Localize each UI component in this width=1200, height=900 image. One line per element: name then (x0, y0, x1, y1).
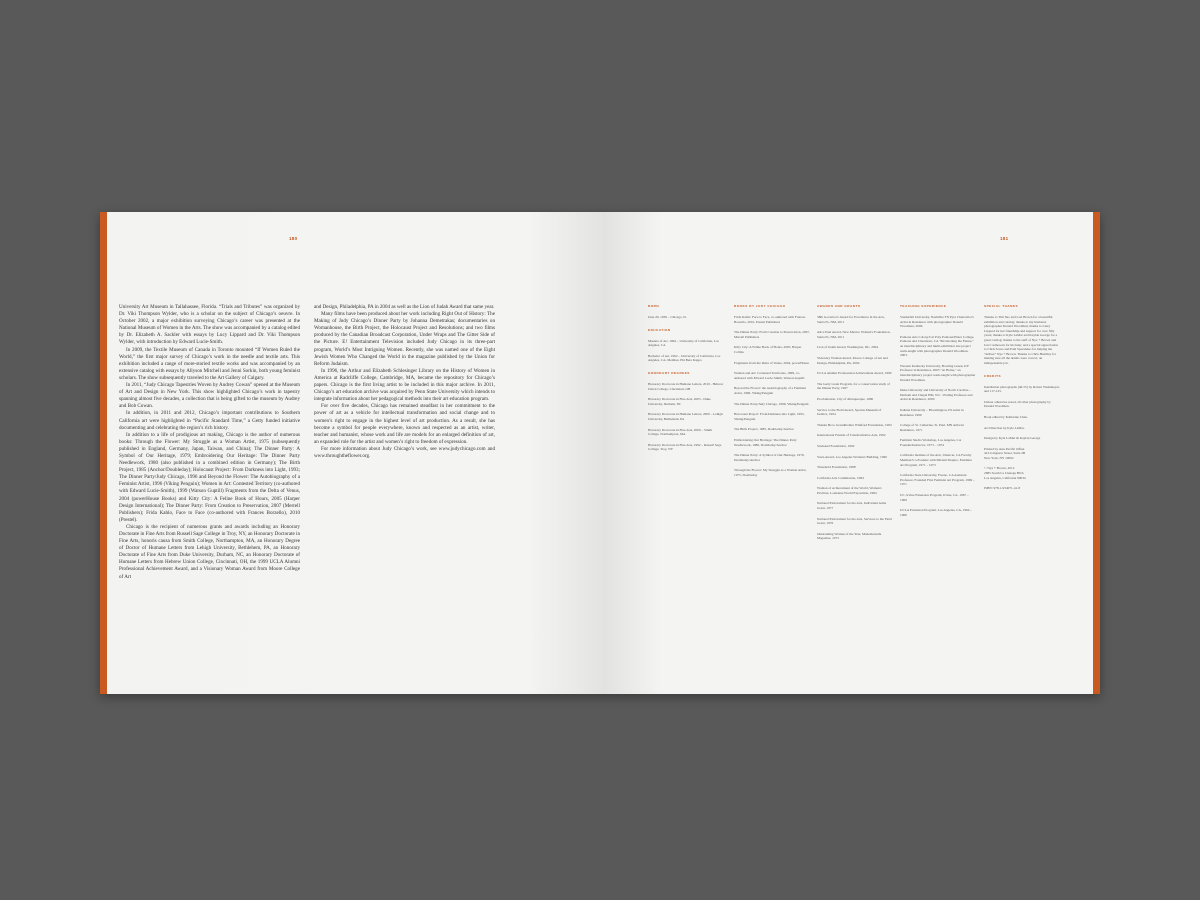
credit-entry: Printed by Asia Pacific Offset 42 Livingston Street, Suite 2B New York, NY 10002 (984, 446, 1026, 460)
award-entry: Visionary Woman Award, Moore College of Art and Design, Philadelphia, PA, 2004 (817, 355, 888, 365)
award-entry: Lion of Judah Award, Washington, DC, 2004 (817, 345, 879, 350)
award-entry: Thanks Be to Grandmother Winifred Foundation, 1993 (817, 422, 892, 427)
paragraph: In addition to a life of prodigious art making, Chicago is the author of numerous books: Through the Flower: My Struggle as a Woman Artist, 1975 (subsequently published in England, Germany, Japan, Taiwan, and China); The Dinner Party: A Symbol of Our Heritage, 1979; Embroidering Our Heritage: The Dinner Party Needlework, 1980 (also published in a combined edition in Germany); The Birth Project, 1985 (Anchor/Doubleday); Holocaust Project: From Darkness into Light, 1993; The Dinner Party/Judy Chicago, 1996 and Beyond the Flower: The Autobiography of a Feminist Artist, 1996 (Viking Penguin); Women in Art: Contested Territory (co-authored with Edward Lucie-Smith), 1999 (Watson Guptill) Fragments from the Delta of Venus, 2004 (powerHouse Books) and Kitty City: A Feline Book of Hours, 2005 (Harper Design International); The Dinner Party: From Creation to Preservation, 2007 (Merrell Publishers); Frida Kahlo, Face to Face (co-authored with Frances Borzello), 2010 (Prestel). (119, 431, 300, 523)
award-entry: National Endowment for the Arts, Individual Artist Grant, 1977 (817, 501, 887, 511)
book-entry: Through the Flower: My Struggle as a Woman Artist, 1975, Doubleday (734, 468, 807, 477)
thanks-credits-column (984, 304, 1060, 497)
awards-heading: AWARDS AND GRANTS (817, 304, 861, 308)
award-entry: Service to the Field Award, Spertus Museum of Judaica, 1994 (817, 407, 882, 417)
credit-entry: Installation photographs (46-55) by Robert Wedemeyer, and 117-125. (984, 384, 1060, 394)
awards-column (817, 304, 893, 547)
award-entry: Vesta Award, Los Angeles Woman's Building, 1990 (817, 454, 887, 459)
teaching-entry: California Institute of the Arts, Valencia, CA Faculty Member/Co-Founder with Miriam Shapiro, Feminist Art Program, 1971 – 1973 (900, 453, 972, 467)
award-entry: 38th Governor's Award for Excellence in the Arts, Santa Fe, NM, 2011 (817, 315, 885, 324)
left-text-column-2 (314, 304, 495, 460)
honorary-degree-entry: Honorary Doctorate in Fine Arts, 1992 – Russell Sage College, Troy, NY (648, 442, 722, 452)
books-heading: BOOKS BY JUDY CHICAGO (734, 304, 786, 308)
credit-entry: Unless otherwise noted, all other photography by Donald Woodman. (984, 399, 1051, 409)
book-entry: Beyond the Flower: the Autobiography of a Feminist Artist, 1996, Viking/Penguin (734, 386, 806, 395)
teaching-entry: Vanderbilt University, Nashville TN Pyre Chancellor's Artist in Residence with photographer Donald Woodman, 2006. (900, 315, 974, 329)
award-entry: California Arts Commission, 1984 (817, 475, 864, 480)
award-entry: Woman of Achievement of the World, Women's Pavilion, Louisiana World Exposition, 1984 (817, 486, 882, 495)
teaching-entry: Indiana University – Bloomington, IN Artist in Residence 1999 (900, 407, 964, 417)
honorary-degree-entry: Honorary Doctorate in Fine Arts, 2003 - Duke University, Durham, NC (648, 397, 711, 406)
teaching-entry: UC, Irvine Extension Program, Irvine, CA, 1967 – 1969 (900, 493, 969, 502)
book-entry: Holocaust Project: From Darkness into Light, 1993, Viking/Penguin (734, 412, 805, 421)
teaching-entry: Duke University and University of North Carolina – Durham and Chapel Hill, N.C. Visiting Professor and Artist in Residence, 2000 (900, 388, 973, 402)
teaching-heading: TEACHING EXPERIENCE (900, 304, 947, 308)
book-entry: Women and Art: Contested Territories, 1999, co-authored with Edward Lucie-Smith, Watson-Guptill (734, 371, 805, 380)
credit-entry: Book edited by Katharine Chan. (984, 414, 1028, 419)
teaching-entry: Western Kentucky University, Bowling Green, KY Professor in Residence, 2005 "At Home," an interdisciplinary project team-taught with photographer Donald Woodman. (900, 363, 976, 382)
book-entry: The Dinner Party/Judy Chicago, 1996, Viking/Penguin (734, 401, 809, 406)
paragraph: Many films have been produced about her work including Right Out of History: The Making of Judy Chicago’s Dinner Party by Johanna Demetrakas; documentaries on Womanhouse, the Birth Project, the Holocaust Project and Resolutions; and two films produced by the Canadian Broadcast Corporation, Under Wraps and The Gitter Side of the Picture. E! Entertainment Television included Judy Chicago in its three-part program, World’s Most Intriguing Women. Recently, she was named one of the Eight Jewish Women Who Changed the World in the magazine published by the Union for Reform Judaism. (314, 311, 495, 367)
award-entry: Outstanding Woman of the Year, Mademoiselle Magazine, 1973 (817, 531, 882, 541)
award-entry: Threshold Foundation, 1988 (817, 465, 856, 470)
teaching-entry: Pomona Arts Colony/Cal Poly Pomona/Pitzer College, Pomona and Claremont, CA "Envisioning the Future," an interdisciplinary and multi-exhibition site project team-taught with photographer Donald Woodman, 2003. (900, 334, 975, 358)
right-page (603, 212, 1093, 694)
award-entry: The Getty Grant Program, for a conservation study of the Dinner Party, 1997 (817, 381, 890, 391)
paragraph: For over five decades, Chicago has remained steadfast in her commitment to the power of art as a vehicle for intellectual transformation and social change and to women’s right to engage in the highest level of art production. As a result, she has become a symbol for people everywhere, known and respected as an artist, writer, teacher and humanist, whose work and life are models for an enlarged definition of art, an expanded role for the artist and women’s right to freedom of expression. (314, 403, 495, 445)
teaching-column (900, 304, 976, 523)
book-right-edge (1093, 212, 1100, 694)
book-entry: Fragments from the Delta of Venus, 2004, powerHouse (734, 360, 809, 365)
paragraph: Chicago is the recipient of numerous grants and awards including an Honorary Doctorate in Fine Arts from Russell Sage College in Troy, NY, an Honorary Doctorate in Fine Arts, honoris causa from Smith College, Northampton, MA, an Honorary Degree of Doctor of Humane Letters from Lehigh University, Bethlehem, PA, an Honorary Doctorate of Fine Arts from Duke University, Durham, NC, an Honorary Doctorate of Humane Letters from Hebrew Union College, Cincinnati, OH, the 1999 UCLA Alumni Professional Achievement Award, and a Visionary Woman Award from Moore College of Art (119, 523, 300, 580)
left-page (107, 212, 603, 694)
honorary-degree-entry: Honorary Doctorate in Humane Letters, 2000 – Lehigh University, Bethlehem, PA (648, 412, 723, 421)
left-page-number: 180 (289, 236, 298, 241)
education-entry: Masters of Art, 1964 – University of California, Los Angeles, CA (648, 338, 719, 348)
born-entry: June 20, 1939 – Chicago, IL (648, 315, 687, 319)
special-thanks-text: Thanks to Tim Sko and Lori Brown for a beautiful exhibition and catalog; thanks to my husband, photographer Donald Woodman; thanks to Lizzy Lippard for her friendship and support for over fifty years; thanks to Kyle LaMar and Kaylan George for a great catalog; thanks to the staff of Nye + Brown and Jon Cosmowen for his help; and a special appreciation to Chris Sosso and Pam Sperandeo for helping me "deliver" Nye + Brown. Thanks to Chris Hendley for making sure all the details were correct, an indispensable job. (984, 315, 1059, 365)
honorary-degree-entry: Honorary Doctorate in Fine Arts, 2000 – Smith College, Northampton, MA (648, 427, 713, 437)
paragraph: In 2009, the Textile Museum of Canada in Toronto mounted “If Women Ruled the World,” the first major survey of Chicago’s work in the needle and textile arts. This exhibition included a range of more-storied textile works and was accompanied by an extensive catalog with essays by Allyson Mitchell and Jenni Sorkin, both young feminist scholars. The show subsequently traveled to the Art Gallery of Calgary. (119, 346, 300, 381)
book-entry: The Dinner Party: A Symbol of Our Heritage, 1979, Doubleday/Anchor (734, 453, 805, 462)
award-entry: International Friends of Transformative Arts, 1992 (817, 433, 886, 438)
paragraph: In 1996, the Arthur and Elizabeth Schlesinger Library on the History of Women in America at Radcliffe College, Cambridge, MA, became the repository for Chicago’s papers. Chicago is the first living artist to be included in this major archive. In 2011, Chicago’s art education archive was acquired by Penn State University which intends to integrate information about her pedagogical methods into their art education program. (314, 367, 495, 403)
education-entry: Bachelor of Art, 1962 – University of California, Los Angeles, CA, Member, Phi Beta Kappa (648, 353, 721, 363)
teaching-entry: UCLA Extension Program, Los Angeles, CA, 1964 – 1966 (900, 508, 972, 517)
right-page-number: 181 (1000, 236, 1009, 241)
open-book (100, 212, 1100, 694)
paragraph: In addition, in 2011 and 2012, Chicago’s important contributions to Southern California art were highlighted in “Pacific Standard Time,” a Getty funded initiative documenting and celebrating the region’s rich history. (119, 410, 300, 431)
bio-column (648, 304, 724, 458)
award-entry: Proclamation, City of Albuquerque, 1996 (817, 396, 874, 401)
credit-entry: Design by Kyle LaMar & Kaylan George (984, 436, 1041, 441)
credit-entry: Art Direction by Kyle LaMar. (984, 425, 1025, 430)
books-column (734, 304, 810, 483)
book-entry: The Birth Project, 1985, Doubleday/Anchor (734, 427, 794, 432)
honorary-degree-entry: Honorary Doctorate in Humane Letters, 2010 - Hebrew Union College, Cincinnati, OH (648, 381, 724, 391)
credit-entry: ISBN: 978-1-934071-41-8 (984, 486, 1021, 491)
paragraph: and Design, Philadelphia, PA in 2004 as well as the Lion of Judah Award that same year. (314, 304, 495, 310)
award-entry: National Endowment for the Arts, Services to the Field Grant, 1976 (817, 516, 892, 526)
teaching-entry: Feminist Studio Workshop, Los Angeles, CA Founder/Instructor, 1973 – 1974 (900, 438, 961, 447)
left-text-column-1 (119, 304, 300, 581)
award-entry: Alice Paul Award, New Mexico Women's Foundation, Santa Fe, NM, 2011 (817, 330, 891, 339)
book-entry: Frida Kahlo: Face to Face, co-authored with Frances Borzello, 2010, Prestel Publishers (734, 315, 806, 324)
award-entry: Streisand Foundation, 1992 (817, 443, 855, 448)
teaching-entry: California State University, Fresno, CA Assistant Professor, Founded First Feminist Art Program, 1969 – 1971 (900, 473, 975, 487)
born-heading: BORN (648, 304, 660, 308)
award-entry: UCLA Alumni Professional Achievement Award, 1999 (817, 371, 892, 376)
paragraph: In 2011, “Judy Chicago Tapestries Woven by Audrey Cowan” opened at the Museum of Art and Design in New York. This show highlighted Chicago’s work in tapestry spanning almost five decades, a collection that is being gifted to the museum by Audrey and Bob Cowan. (119, 382, 300, 410)
book-entry: The Dinner Party: From Creation to Preservation, 2007, Merrell Publishers (734, 330, 810, 339)
credits-heading: CREDITS (984, 373, 1002, 378)
honorary-degrees-heading: HONORARY DEGREES (648, 370, 690, 375)
book-entry: Kitty City: A Feline Book of Hours, 2005, Harper Collins (734, 345, 802, 354)
book-entry: Embroidering Our Heritage: The Dinner Party Needlework, 1980, Doubleday/Anchor (734, 437, 797, 447)
education-heading: EDUCATION (648, 327, 671, 332)
book-left-edge (100, 212, 107, 694)
special-thanks-heading: SPECIAL THANKS (984, 304, 1019, 308)
paragraph: For more information about Judy Chicago’s work, see www.judychicago.com and www.throughtheflower.org. (314, 445, 495, 459)
teaching-entry: College of St. Catherine, St. Paul, MN Artist in Residence, 1971 (900, 423, 965, 432)
credit-entry: © Nye + Brown, 2012 2685 South La Cienega Blvd. Los Angeles, California 90034 (984, 466, 1026, 480)
paragraph: University Art Museum in Tallahassee, Florida. “Trials and Tributes” was organized by Dr. Viki Thompson Wylder, who is a scholar on the subject of Chicago’s oeuvre. In October 2002, a major exhibition surveying Chicago’s career was presented at the National Museum of Women in the Arts. The show was accompanied by a catalog edited by Dr. Elizabeth A. Sackler with essays by Lucy Lippard and Dr. Viki Thompson Wylder, with introduction by Edward Lucie-Smith. (119, 304, 300, 346)
